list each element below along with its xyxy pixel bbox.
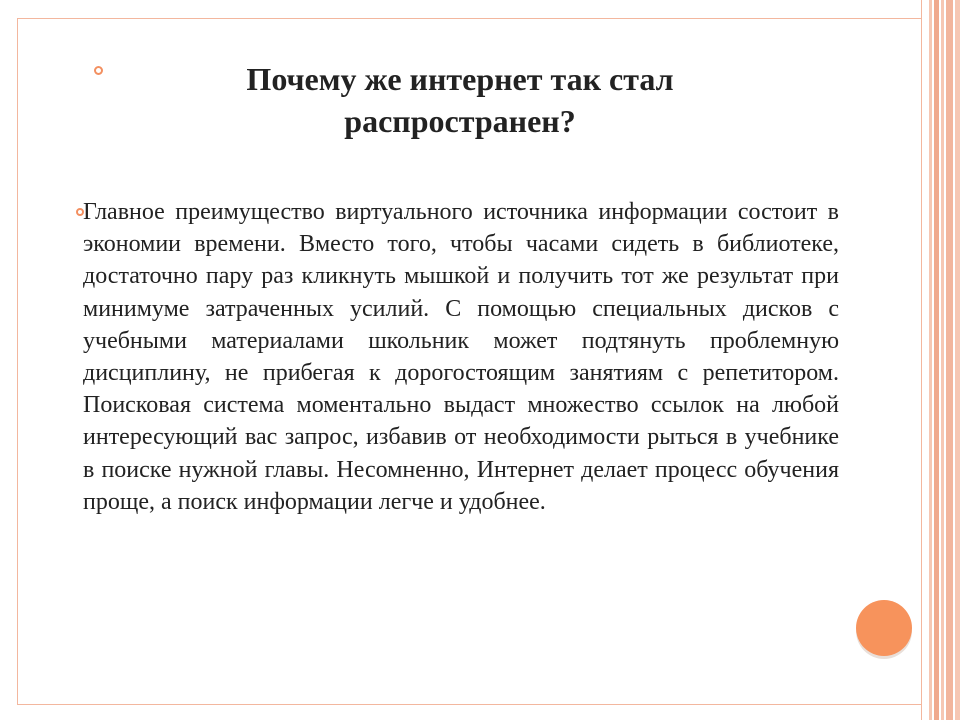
decorative-stripe xyxy=(941,0,944,720)
frame-left-border xyxy=(17,18,18,705)
title-bullet-icon xyxy=(94,66,103,75)
decorative-stripe xyxy=(955,0,960,720)
decorative-stripe xyxy=(929,0,932,720)
decorative-circle xyxy=(856,600,912,656)
slide-title: Почему же интернет так стал распространен? xyxy=(246,61,674,139)
frame-bottom-border xyxy=(17,704,922,705)
decorative-stripe xyxy=(934,0,939,720)
decorative-stripe xyxy=(946,0,953,720)
frame-right-border xyxy=(921,0,922,720)
frame-top-border xyxy=(17,18,922,19)
slide-body-text: Главное преимущество виртуального источника информации состоит в экономии времени. Вместо того, чтобы часами сидеть в библиотеке, достаточно пару раз кликнуть мышкой и получить тот же результат при минимуме затраченных усилий. С помощью специальных дисков с учебными материалами школьник может подтянуть проблемную дисциплину, не прибегая к дорогостоящим занятиям с репетитором. Поисковая система моментально выдаст множество ссылок на любой интересующий вас запрос, избавив от необходимости рыться в учебнике в поиске нужной главы. Несомненно, Интернет делает процесс обучения проще, а поиск информации легче и удобнее. xyxy=(83,199,839,515)
